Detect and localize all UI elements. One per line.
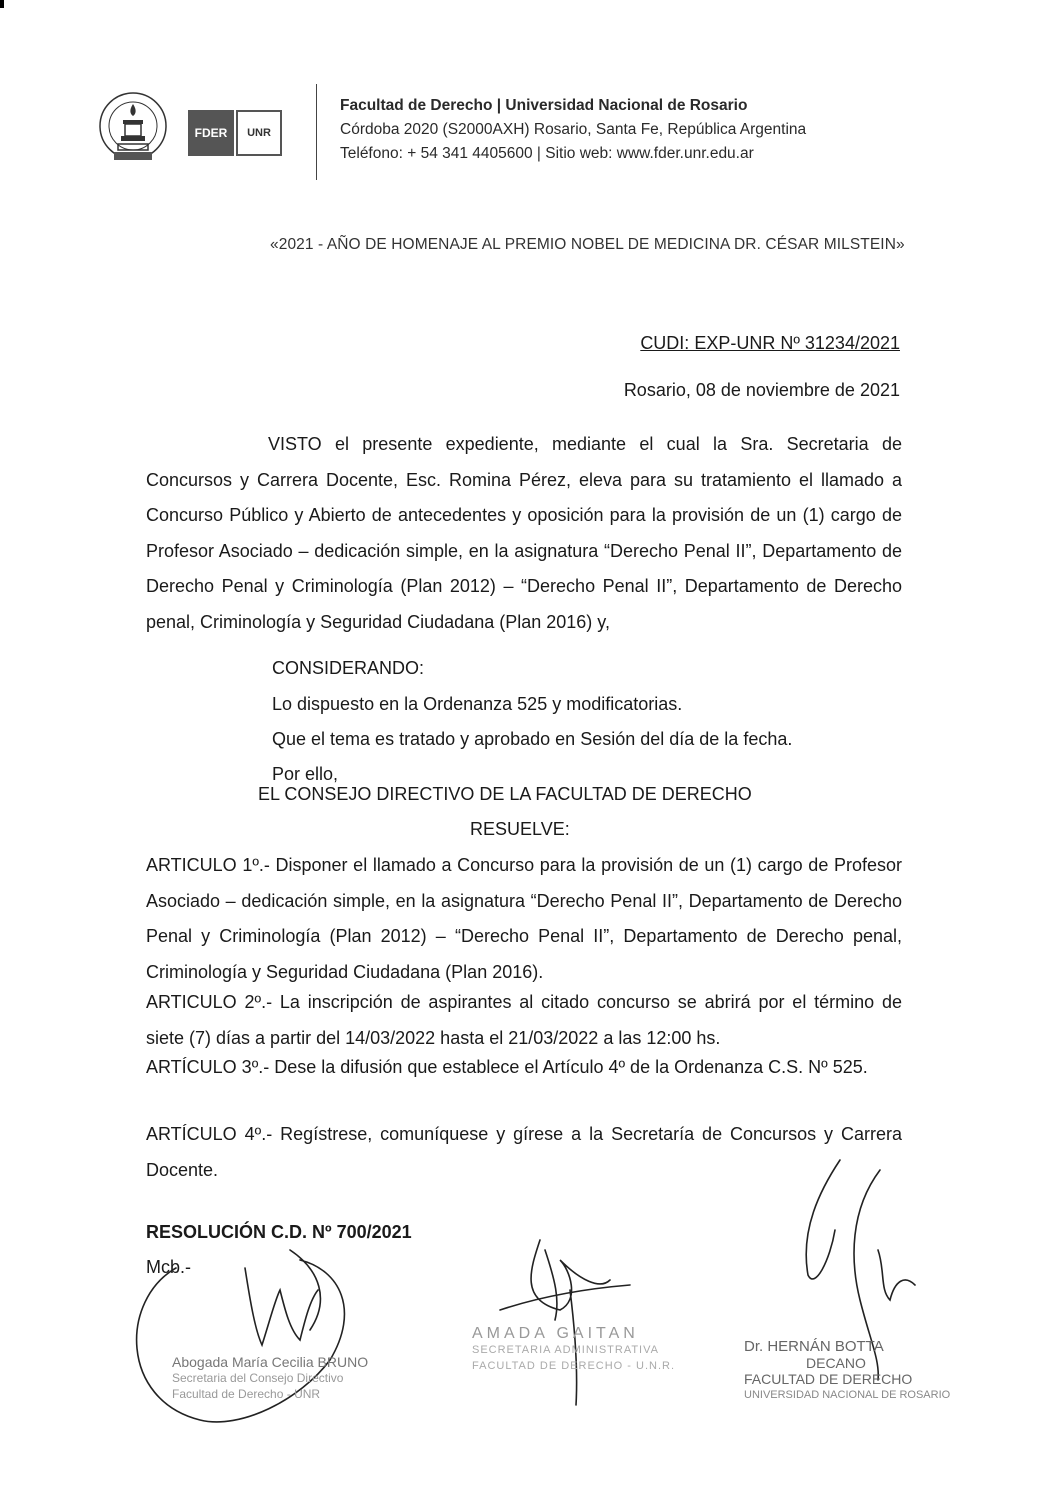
resolution-number: RESOLUCIÓN C.D. Nº 700/2021 (146, 1222, 412, 1242)
signature-bruno-stroke (290, 1250, 320, 1330)
signature-block-bruno (172, 1354, 368, 1402)
signer-role: Secretaria del Consejo Directivo (172, 1371, 344, 1385)
drafter-initials: Mcb.- (146, 1257, 191, 1277)
signer-name: Dr. HERNÁN BOTTA (744, 1338, 884, 1355)
visto-paragraph: VISTO el presente expediente, mediante el cual la Sra. Secretaria de Concursos y Carrera Docente, Esc. Romina Pérez, eleva para su tratamiento el llamado a Concurso Público y Abierto de antecedentes y oposición para la provisión de un (1) cargo de Profesor Asociado – dedicación simple, en la asignatura “Derecho Penal II”, Departamento de Derecho Penal y Criminología (Plan 2012) – “Derecho Penal II”, Departamento de Derecho penal, Criminología y Seguridad Ciudadana (Plan 2016) y, (146, 434, 902, 632)
signature-bruno-stroke (245, 1268, 318, 1345)
considerando-item: Lo dispuesto en la Ordenanza 525 y modificatorias. (272, 694, 683, 714)
signer-institution: Facultad de Derecho - UNR (172, 1387, 321, 1401)
signer-role: DECANO (806, 1355, 866, 1371)
article-3: ARTÍCULO 3º.- Dese la difusión que establece el Artículo 4º de la Ordenanza C.S. Nº 525. (146, 1057, 868, 1077)
file-number: CUDI: EXP-UNR Nº 31234/2021 (640, 333, 900, 353)
year-motto: «2021 - AÑO DE HOMENAJE AL PREMIO NOBEL DE MEDICINA DR. CÉSAR MILSTEIN» (270, 236, 905, 253)
header-divider (316, 84, 317, 180)
resuelve-heading: RESUELVE: (470, 819, 570, 839)
considerando-item: Que el tema es tratado y aprobado en Sesión del día de la fecha. (272, 729, 793, 749)
signer-institution: FACULTAD DE DERECHO (744, 1371, 913, 1387)
letterhead (96, 84, 956, 184)
unr-logo: UNR (236, 110, 282, 156)
signature-gaitan-stroke (500, 1285, 630, 1310)
institution-info (340, 94, 806, 166)
signature-gaitan-stroke (545, 1250, 557, 1320)
article-2: ARTICULO 2º.- La inscripción de aspirantes al citado concurso se abrirá por el término de siete (7) días a partir del 14/03/2022 hasta el 21/03/2022 a las 12:00 hs. (146, 992, 902, 1048)
considerando-title: CONSIDERANDO: (272, 658, 425, 678)
signer-institution: FACULTAD DE DERECHO - U.N.R. (472, 1360, 675, 1372)
university-seal-icon (96, 90, 170, 172)
article-4: ARTÍCULO 4º.- Regístrese, comuníquese y gírese a la Secretaría de Concursos y Carrera Docente. (146, 1124, 902, 1180)
signature-gaitan-stroke (531, 1240, 610, 1310)
institution-contact: Teléfono: + 54 341 4405600 | Sitio web: www.fder.unr.edu.ar (340, 145, 754, 162)
signer-university: UNIVERSIDAD NACIONAL DE ROSARIO (744, 1389, 951, 1401)
fder-logo: FDER (188, 110, 234, 156)
institution-name: Facultad de Derecho | Universidad Nacional de Rosario (340, 97, 748, 114)
signature-botta-stroke (878, 1250, 915, 1300)
document-date: Rosario, 08 de noviembre de 2021 (623, 380, 900, 400)
council-heading: EL CONSEJO DIRECTIVO DE LA FACULTAD DE DERECHO (258, 784, 752, 804)
signature-block-gaitan (472, 1326, 675, 1374)
signer-name: AMADA GAITAN (472, 1325, 639, 1342)
signature-block-botta (744, 1339, 950, 1403)
signer-role: SECRETARIA ADMINISTRATIVA (472, 1344, 659, 1356)
institution-address: Córdoba 2020 (S2000AXH) Rosario, Santa Fe, República Argentina (340, 121, 807, 138)
scan-corner-mark (0, 0, 4, 8)
por-ello: Por ello, (272, 764, 339, 784)
article-1: ARTICULO 1º.- Disponer el llamado a Concurso para la provisión de un (1) cargo de Profesor Asociado – dedicación simple, en la asignatura “Derecho Penal II”, Departamento de Derecho Penal y Criminología (Plan 2012) – “Derecho Penal II”, Departamento de Derecho penal, Criminología y Seguridad Ciudadana (Plan 2016). (146, 855, 902, 982)
signer-name: Abogada María Cecilia BRUNO (172, 1354, 369, 1370)
